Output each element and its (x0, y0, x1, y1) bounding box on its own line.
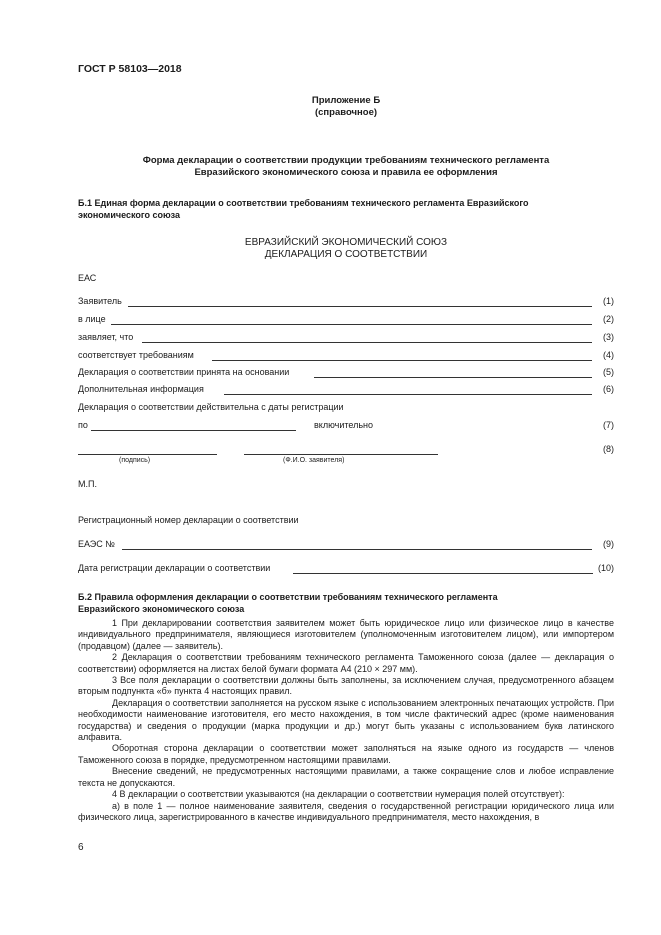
reg-number-text: Регистрационный номер декларации о соответствии (78, 515, 299, 525)
form-field-basis (78, 367, 614, 381)
field-number: (10) (597, 563, 614, 573)
field-line (111, 324, 592, 325)
field-number: (5) (603, 367, 614, 377)
field-line (314, 377, 592, 378)
validity-text: Декларация о соответствии действительна с даты регистрации (78, 402, 344, 412)
field-label: Заявитель (78, 296, 122, 306)
paragraph: 4 В декларации о соответствии указываются (на декларации о соответствии нумерация полей отсутствует): (112, 789, 565, 800)
form-org-title: ЕВРАЗИЙСКИЙ ЭКОНОМИЧЕСКИЙ СОЮЗ (244, 237, 448, 248)
po-label: по (78, 420, 88, 430)
field-line (128, 306, 592, 307)
paragraph: 1 При декларировании соответствия заявителем может быть юридическое лицо или физическое лицо в качестве индивидуального предпринимателя, являющиеся изготовителем (уполномоченным изготовителем лицом), или импортером (продавцом) (далее — заявитель). (78, 618, 614, 651)
fio-line (244, 454, 438, 455)
field-number: (6) (603, 384, 614, 394)
field-line (122, 549, 592, 550)
form-field-applicant (78, 296, 614, 310)
field-label: заявляет, что (78, 332, 134, 342)
appendix-note: (справочное) (314, 107, 378, 118)
field-number: (4) (603, 350, 614, 360)
appendix-title: Приложение Б (311, 95, 381, 106)
paragraph: 3 Все поля декларации о соответствии должны быть заполнены, за исключением случая, предусмотренного абзацем вторым подпункта «б» пункта 4 настоящих правил. (78, 675, 614, 697)
field-line (142, 342, 592, 343)
paragraph: Внесение сведений, не предусмотренных настоящими правилами, а также сокращение слов и любое исправление текста не допускаются. (78, 766, 614, 788)
form-doc-title: ДЕКЛАРАЦИЯ О СООТВЕТСТВИИ (264, 249, 428, 260)
paragraph: Оборотная сторона декларации о соответствии может заполняться на языке одного из государств — членов Таможенного союза в порядке, предусмотренном настоящими правилами. (78, 743, 614, 765)
field-label: Дополнительная информация (78, 384, 204, 394)
section-b1-heading: Б.1 Единая форма декларации о соответствии требованиям технического регламента Евразийского (78, 198, 529, 208)
signature-line (78, 454, 217, 455)
paragraph: а) в поле 1 — полное наименование заявителя, сведения о государственной регистрации юридического лица или физического лица, зарегистрированного в качестве индивидуального предпринимателя, место нахождения, в (78, 800, 614, 822)
paragraph: Декларация о соответствии заполняется на русском языке с использованием электронных печатающих устройств. При необходимости наименование изготовителя, его место нахождения, в том числе фактический адрес (кроме наименования государства) и сведения о продукции (марка продукции и др.) могут быть указаны с использованием букв латинского алфавита. (78, 697, 614, 743)
field-label: ЕАЭС № (78, 539, 115, 549)
field-number: (3) (603, 332, 614, 342)
main-title-line1: Форма декларации о соответствии продукции требованиям технического регламента (142, 155, 550, 166)
field-number: (2) (603, 314, 614, 324)
fio-caption: (Ф.И.О. заявителя) (283, 457, 345, 464)
field-label: в лице (78, 314, 106, 324)
field-line (91, 430, 296, 431)
field-line (224, 394, 592, 395)
field-line (293, 573, 593, 574)
stamp-place: М.П. (78, 479, 97, 489)
form-field-complies (78, 350, 614, 364)
section-b2-heading-cont: Евразийского экономического союза (78, 604, 245, 614)
field-label: Декларация о соответствии принята на основании (78, 367, 290, 377)
field-number: (1) (603, 296, 614, 306)
eac-mark: ЕАС (78, 273, 97, 283)
form-field-reg-date (78, 563, 614, 577)
signature-caption: (подпись) (119, 457, 151, 464)
form-field-valid-until (78, 420, 614, 434)
page-number: 6 (78, 842, 84, 853)
section-b1-heading-cont: экономического союза (78, 210, 181, 220)
field-label: Дата регистрации декларации о соответствии (78, 563, 271, 573)
inclusive-label: включительно (314, 420, 373, 430)
main-title-line2: Евразийского экономического союза и правила ее оформления (194, 167, 498, 178)
field-number-8: (8) (603, 444, 614, 454)
field-label: соответствует требованиям (78, 350, 194, 360)
form-field-additional-info (78, 384, 614, 398)
form-field-eaes-number (78, 539, 614, 553)
page-header-standard: ГОСТ Р 58103—2018 (78, 63, 182, 75)
section-b2-heading: Б.2 Правила оформления декларации о соответствии требованиям технического регламента (78, 592, 498, 602)
field-number: (9) (603, 539, 614, 549)
form-field-represented-by (78, 314, 614, 328)
field-number: (7) (603, 420, 614, 430)
paragraph: 2 Декларация о соответствии требованиям технического регламента Таможенного союза (далее — декларация о соответствии) оформляется на листах белой бумаги формата А4 (210 × 297 мм). (78, 652, 614, 674)
section-b2-body (78, 618, 614, 823)
field-line (212, 360, 592, 361)
form-field-declares (78, 332, 614, 346)
